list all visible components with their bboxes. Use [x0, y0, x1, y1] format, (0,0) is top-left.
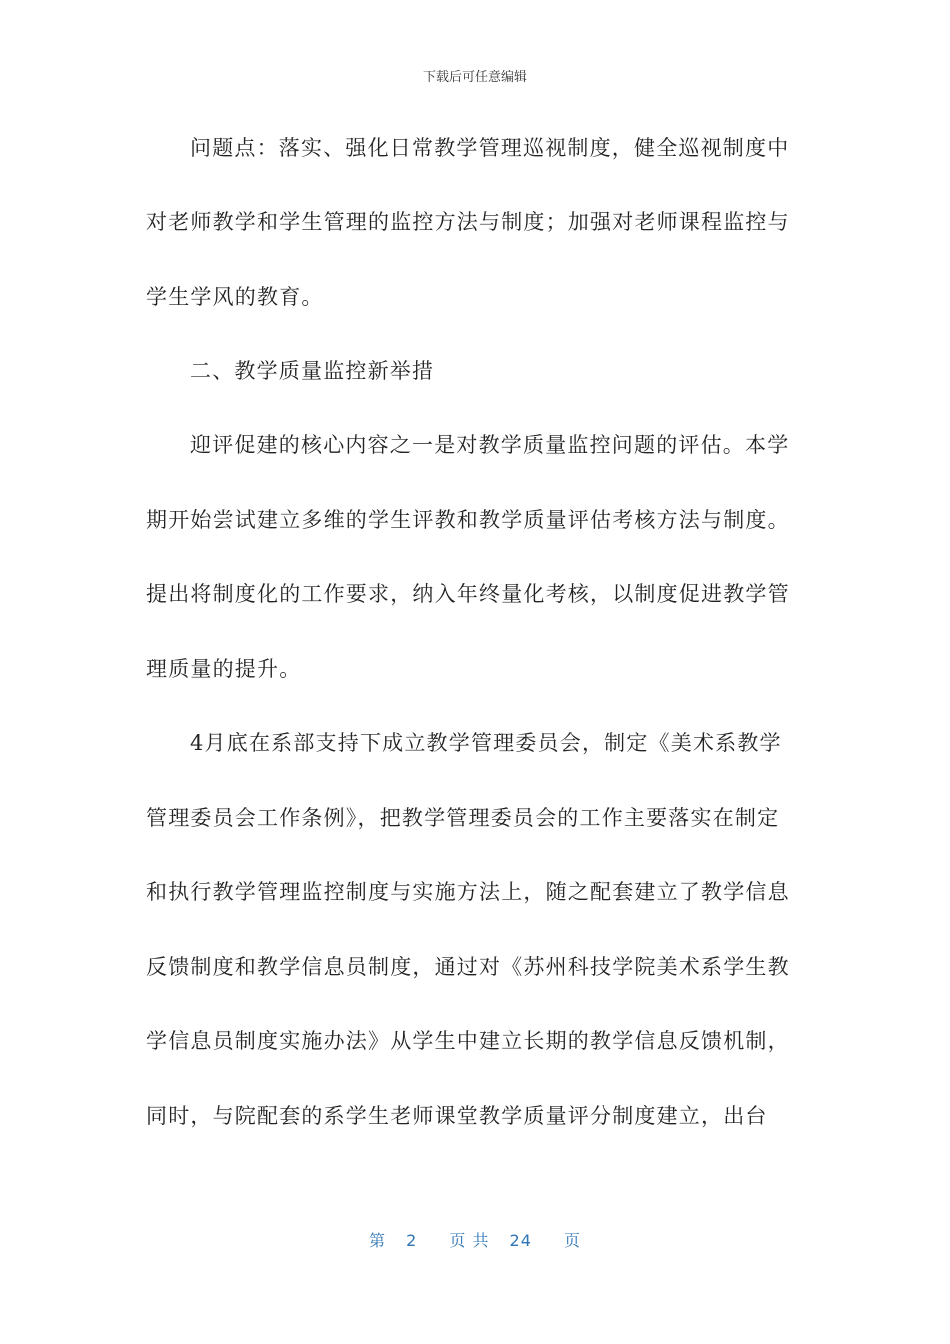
paragraph-line: 对老师教学和学生管理的监控方法与制度；加强对老师课程监控与 [146, 210, 790, 234]
total-page-count: 24 [509, 1231, 532, 1250]
paragraph-line: 4月底在系部支持下成立教学管理委员会，制定《美术系教学 [190, 731, 782, 755]
footer-suffix: 页 [564, 1231, 582, 1250]
paragraph-line: 反馈制度和教学信息员制度，通过对《苏州科技学院美术系学生教 [146, 955, 790, 979]
paragraph-line: 同时，与院配套的系学生老师课堂教学质量评分制度建立，出台 [146, 1104, 768, 1128]
paragraph-line: 提出将制度化的工作要求，纳入年终量化考核，以制度促进教学管 [146, 582, 790, 606]
paragraph-line: 迎评促建的核心内容之一是对教学质量监控问题的评估。本学 [190, 433, 790, 457]
current-page-number: 2 [406, 1231, 418, 1250]
paragraph-line: 学信息员制度实施办法》从学生中建立长期的教学信息反馈机制， [146, 1029, 790, 1053]
page-header: 下载后可任意编辑 [422, 70, 527, 85]
paragraph-line: 学生学风的教育。 [146, 285, 324, 309]
paragraph-line: 期开始尝试建立多维的学生评教和教学质量评估考核方法与制度。 [146, 508, 790, 532]
footer-prefix: 第 [368, 1231, 386, 1250]
paragraph-line: 问题点：落实、强化日常教学管理巡视制度，健全巡视制度中 [190, 136, 790, 160]
paragraph-line: 和执行教学管理监控制度与实施方法上，随之配套建立了教学信息 [146, 880, 790, 904]
footer-middle: 页 共 [449, 1231, 490, 1250]
section-heading: 二、教学质量监控新举措 [190, 359, 435, 383]
page-footer [0, 1228, 950, 1251]
paragraph-line: 理质量的提升。 [146, 657, 302, 681]
paragraph-line: 管理委员会工作条例》，把教学管理委员会的工作主要落实在制定 [146, 806, 780, 830]
